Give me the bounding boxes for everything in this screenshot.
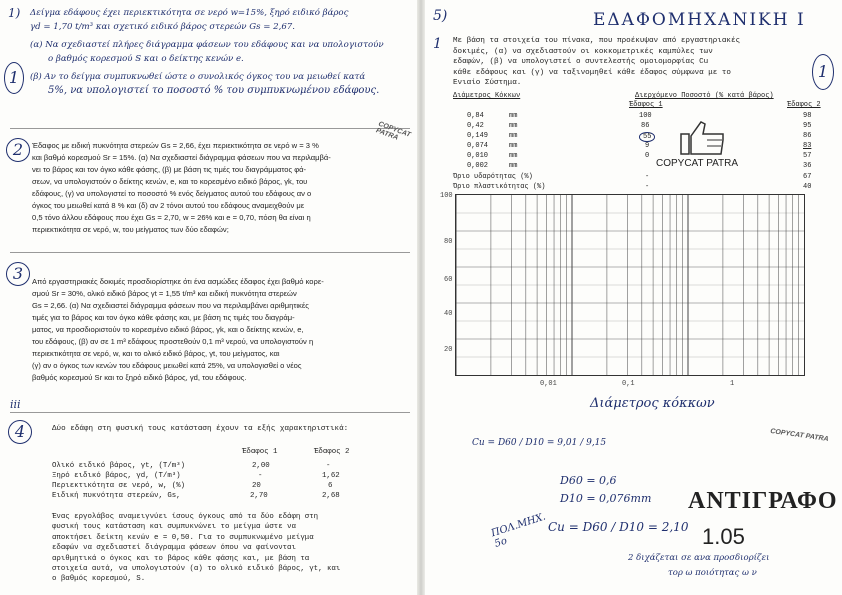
soil2-value: 95 [803,122,812,130]
divider [10,252,410,253]
q1-part-a: (α) Να σχεδιαστεί πλήρες διάγραμμα φάσεων του εδάφους και να υπολογιστούν [30,40,384,50]
soil1-value: - [645,173,650,181]
soil2-value: 86 [803,132,812,140]
q3-line: σμού Sr = 30%, ολικό ειδικό βάρος γt = 1,55 t/m³ και ειδική πυκνότητα στερεών [32,289,297,298]
bottom-note: 2 διχάζεται σε ανα προσδιορίζει [628,553,770,563]
q3-line: Από εργαστηριακές δοκιμές προσδιορίστηκε ότι ένα ασμώδες έδαφος έχει βαθμό κορε- [32,277,324,286]
q4-row-label: Ξηρό ειδικό βάρος, γd, (T/m³) [52,472,181,480]
q1-part-a-cont: ο βαθμός κορεσμού S και ο δείκτης κενών e. [48,54,244,64]
q4-circle-number: 4 [8,420,32,444]
x-tick: 1 [730,380,735,388]
q1-part-b: (β) Αν το δείγμα συμπυκνωθεί ώστε ο συνολικός όγκος του να μειωθεί κατά [30,72,366,82]
soil1-value: - [645,183,650,191]
plastic-limit-label: Όριο πλαστικότητας (%) [453,183,546,191]
diameter: 0,42 [467,122,484,130]
q4-para-line: φυσική τους κατάσταση και συμπυκνώνει το μείγμα ώστε να [52,523,296,532]
copy-stamp: ΑΝΤΙΓΡΑΦΟ [688,488,838,514]
q2-text [32,140,412,236]
q3-line: (γ) αν ο όγκος των κενών του εδάφους μειωθεί κατά 25%, να υπολογισθεί ο νέος [32,361,302,370]
table-row [453,162,833,172]
price-label: 1.05 [702,524,745,549]
q4-para-line: εδαφών να σχεδιαστεί διάγραμμα φάσεων όπου να φαίνονται [52,544,296,553]
soil2-value: 40 [803,183,812,191]
q3-line: Gs = 2,66. (α) Να σχεδιαστεί διάγραμμα φάσεων που να περιλαμβάνει αριθμητικές [32,301,309,310]
unit: mm [509,142,518,150]
q4-value: 20 [252,482,261,490]
col-soil-2: Έδαφος 2 [787,101,821,109]
soil2-value: 57 [803,152,812,160]
q5-intro-line: εδαφών, (β) να υπολογιστεί ο συντελεστής ομοιομορφίας Cu [453,58,709,67]
q3-line: τιμές για το βάρος και τον όγκο κάθε φάσης και, με βάση τις τιμές του διαγράμ- [32,313,295,322]
q4-intro: Δύο εδάφη στη φυσική τους κατάσταση έχουν τα εξής χαρακτηριστικά: [52,425,349,433]
q2-circle-number: 2 [6,138,30,162]
soil2-value: 36 [803,162,812,170]
q4-table [52,448,382,502]
y-tick: 40 [444,310,453,318]
copycat-watermark: COPYCAT PATRA [769,427,829,444]
q3-circle-number: 3 [6,262,30,286]
liquid-limit-label: Όριο υδαρότητας (%) [453,173,533,181]
q4-row-label: Περιεκτικότητα σε νερό, w, (%) [52,482,186,490]
y-tick: 20 [444,346,453,354]
q2-line: εδάφους, (γ) να υπολογιστεί το ποσοστό % ενός δείγματος αυτού του εδάφους αν ο [32,189,312,198]
unit: mm [509,112,518,120]
q3-line: ματος, να προσδιοριστούν το κορεσμένο ειδικό βάρος, γk, και ο δείκτης κενών, e, [32,325,304,334]
q3-text [32,276,412,384]
table-row-ll [453,173,833,183]
diameter: 0,002 [467,162,489,170]
q5-intro-line: Ενιαίο Σύστημα. [453,79,522,88]
y-tick: 60 [444,276,453,284]
soil1-value: 100 [639,112,652,120]
q4-para-line: αριθμητικά ο όγκος και το βάρος κάθε φάσης και, με βάση τα [52,554,310,563]
table-row [453,142,833,152]
side-mark: 1 [433,36,442,52]
divider [10,128,410,129]
table-row [453,132,833,142]
q4-col-header: Έδαφος 1 [242,448,278,456]
table-row [453,112,833,122]
soil1-value: 9 [645,142,650,150]
q5-circle-number: 1 [812,54,834,90]
q4-value: 2,70 [250,492,268,500]
q4-para-line: στοιχεία αυτά, να υπολογιστούν (α) το ολικό ειδικό βάρος, γt, και [52,565,341,574]
q1-circle-number: 1 [4,62,24,94]
cu-result: Cu = D60 / D10 = 2,10 [548,520,689,534]
q5-label: 5) [433,8,448,24]
soil1-value: 86 [641,122,650,130]
q4-col-header: Έδαφος 2 [314,448,350,456]
cu-formula: Cu = D60 / D10 = 9,01 / 9,15 [472,438,607,448]
q4-row-label: Ειδική πυκνότητα στερεών, Gs, [52,492,181,500]
gradation-grid [455,194,805,376]
q4-value: 2,00 [252,462,270,470]
copycat-watermark: COPYCAT PATRA [374,120,412,142]
q4-value: 6 [328,482,333,490]
q4-value: - [326,462,331,470]
unit: mm [509,122,518,130]
d60-value: D60 = 0,6 [560,474,617,487]
q1-line: γd = 1,70 t/m³ και σχετικό ειδικό βάρος στερεών Gs = 2,67. [30,22,296,32]
q3-line: του εδάφους, (β) αν σε 1 m³ εδάφους προστεθούν 0,1 m³ νερού, να υπολογιστούν η [32,337,314,346]
margin-mark: ⅲ [10,398,21,411]
q1-line: Δείγμα εδάφους έχει περιεκτικότητα σε νερό w=15%, ξηρό ειδικό βάρος [30,8,349,18]
diameter: 0,074 [467,142,489,150]
table-header-right: Διερχόμενο Ποσοστό (% κατά βάρος) [635,92,774,100]
q4-para-line: Ένας εργολάβος αναμειγνύει ίσους όγκους από τα δύο εδάφη στη [52,513,319,521]
divider [10,412,410,413]
q1-label: 1) [8,6,21,20]
x-tick: 0,01 [540,380,557,388]
q2-line: νει το βάρος και τον όγκο κάθε φάσης, (β) με βάση τις τιμές του διαγράμματος φά- [32,165,307,174]
bottom-note: τορ ω ποιότητας ω ν [668,568,757,578]
y-tick: 80 [444,238,453,246]
soil1-value-circled: 55 [639,132,655,142]
table-row [453,122,833,132]
diameter: 0,010 [467,152,489,160]
q2-line: σεων, να υπολογιστούν ο δείκτης κενών, e, και το κορεσμένο ειδικό βάρος, γk, του [32,177,308,186]
q1-handwritten-text [30,6,415,98]
q2-line: περιεκτικότητα σε νερό, w, του μείγματος των δύο εδαφών; [32,225,229,234]
q5-intro-line: δοκιμές, (α) να σχεδιαστούν οι κοκκομετρικές καμπύλες των [453,47,713,56]
copycat-logo-text: COPYCAT PATRA [656,158,739,169]
soil1-value: 0 [645,152,650,160]
margin-note: ΠΟΛ.ΜΗΧ. 5ο [489,511,548,550]
q3-line: περιεκτικότητα σε νερό, w, και το ολικό ειδικό βάρος, γt, του μείγματος, και [32,349,280,358]
table-row [453,152,833,162]
unit: mm [509,162,518,170]
q4-value: - [258,472,263,480]
q2-line: και βαθμό κορεσμού Sr = 15%. (α) Να σχεδιαστεί διάγραμμα φάσεων που να περιλαμβά- [32,153,331,162]
q4-para-line: αποκτήσει δείκτη κενών e = 0,50. Για το συμπυκνωμένο μείγμα [52,533,314,542]
q4-paragraph [52,512,402,585]
x-tick: 0,1 [622,380,635,388]
soil2-value: 98 [803,112,812,120]
q4-row-label: Ολικό ειδικό βάρος, γt, (T/m³) [52,462,186,470]
q4-value: 2,68 [322,492,340,500]
soil2-value: 67 [803,173,812,181]
col-soil-1: Έδαφος 1 [629,101,663,109]
q4-row [52,472,382,482]
axis-title-handwritten: Διάμετρος κόκκων [590,396,715,411]
q3-line: βαθμός κορεσμού Sr και το ξηρό ειδικό βάρος, γd, του εδάφους. [32,373,247,382]
diameter: 0,84 [467,112,484,120]
q5-intro-line: κάθε εδάφους και (γ) να ταξινομηθεί κάθε έδαφος σύμφωνα με το [453,68,731,77]
log-grid [456,195,804,375]
q4-row [52,462,382,472]
q5-intro-line: Με βάση τα στοιχεία του πίνακα, που προέκυψαν από εργαστηριακές [453,37,741,45]
q4-row [52,492,382,502]
unit: mm [509,132,518,140]
q5-intro [453,36,813,89]
q1-part-b-cont: 5%, να υπολογιστεί το ποσοστό % του συμπυκνωμένου εδάφους. [48,85,380,96]
q4-para-line: ο βαθμός κορεσμού, S. [52,575,146,584]
table-row-pl [453,183,833,193]
d10-value: D10 = 0,076mm [560,492,652,505]
y-tick: 100 [440,192,453,200]
unit: mm [509,152,518,160]
table-header-left: Διάμετρος Κόκκων [453,92,521,100]
q4-value: 1,62 [322,472,340,480]
soil2-value: 83 [803,142,812,150]
course-title: ΕΔΑΦΟΜΗΧΑΝΙΚΗ Ι [593,10,806,30]
q2-line: όγκος του μειωθεί κατά 8 % και (δ) αν 2 τόνοι αυτού του εδάφους αναμειχθούν με [32,201,305,210]
table-subheader [453,101,833,111]
q4-row [52,482,382,492]
q2-line: Έδαφος με ειδική πυκνότητα στερεών Gs = 2,66, έχει περιεκτικότητα σε νερό w = 3 % [32,141,319,150]
thumbs-up-icon [679,118,729,158]
q2-line: 0,5 τόνο άλλου εδάφους που έχει Gs = 2,70, w = 26% και e = 0,70, πόση θα είναι η [32,213,311,222]
diameter: 0,149 [467,132,489,140]
